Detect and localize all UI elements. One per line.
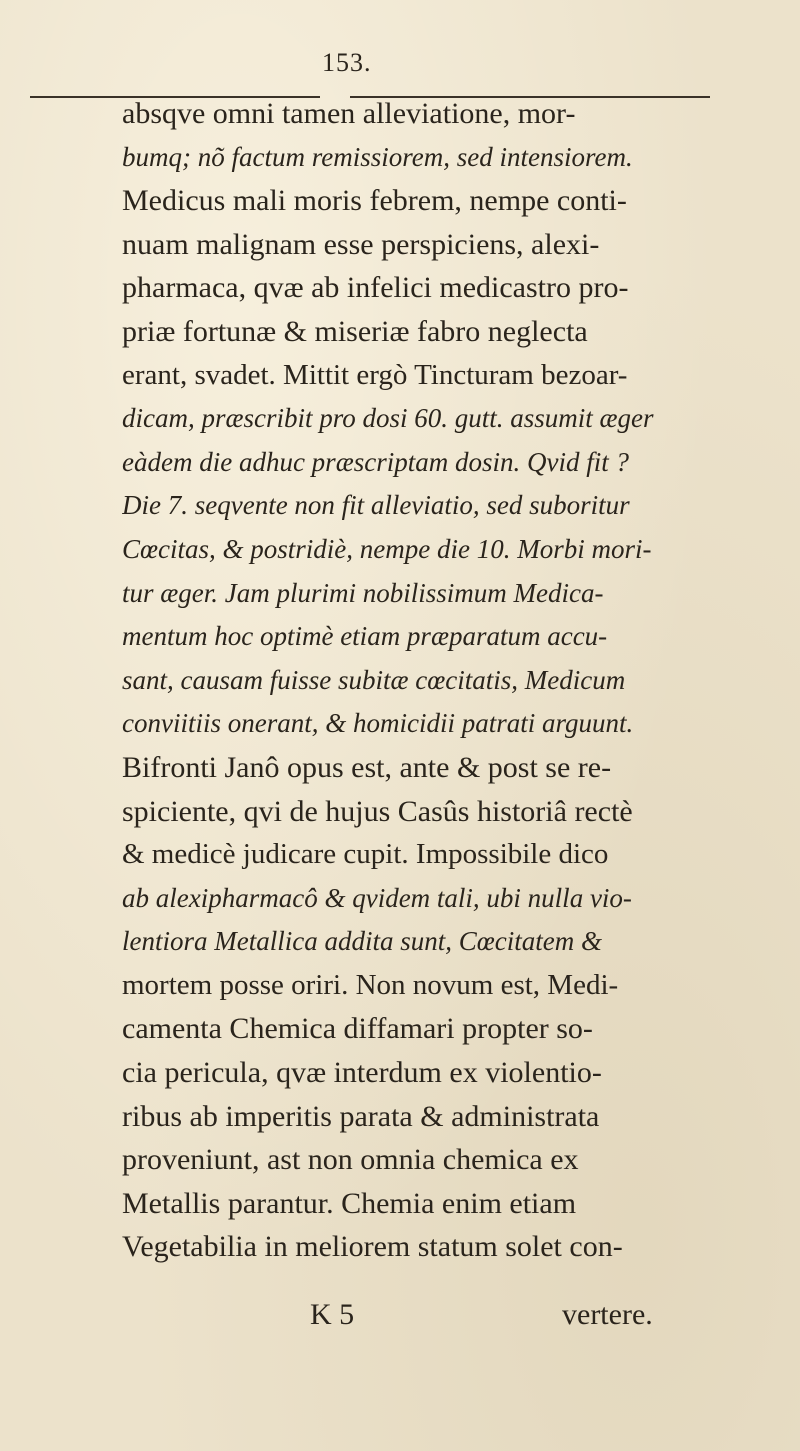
page-number: 153.	[322, 48, 372, 77]
page-footer	[122, 1293, 742, 1337]
text-line: camenta Chemica diffamari propter so-	[122, 1012, 593, 1046]
text-line: Metallis parantur. Chemia enim etiam	[122, 1186, 577, 1220]
text-line: Vegetabilia in meliorem statum solet con-	[122, 1230, 623, 1264]
text-line: cia pericula, qvæ interdum ex violentio-	[122, 1056, 602, 1090]
body-text	[122, 92, 742, 1269]
text-line: Cœcitas, & postridiè, nempe die 10. Morbi mori-	[122, 533, 652, 564]
catchword: vertere.	[562, 1298, 653, 1331]
text-line: ribus ab imperitis parata & administrata	[122, 1099, 600, 1133]
text-line: conviitiis onerant, & homicidii patrati arguunt.	[122, 708, 634, 739]
text-line: erant, svadet. Mittit ergò Tincturam bezoar-	[122, 358, 628, 391]
text-line: Die 7. seqvente non fit alleviatio, sed suboritur	[122, 490, 630, 521]
signature-mark: K 5	[310, 1298, 355, 1331]
text-line: priæ fortunæ & miseriæ fabro neglecta	[122, 314, 588, 348]
text-line: spiciente, qvi de hujus Casûs historiâ rectè	[122, 794, 633, 828]
text-line: Bifronti Janô opus est, ante & post se re-	[122, 750, 612, 784]
text-line: & medicè judicare cupit. Impossibile dico	[122, 838, 609, 871]
text-line: mentum hoc optimè etiam præparatum accu-	[122, 621, 608, 652]
text-line: mortem posse oriri. Non novum est, Medi-	[122, 968, 619, 1001]
text-line: nuam malignam esse perspiciens, alexi-	[122, 227, 600, 261]
text-line: dicam, præscribit pro dosi 60. gutt. assumit æger	[122, 403, 654, 434]
text-line: lentiora Metallica addita sunt, Cœcitatem &	[122, 926, 602, 957]
text-line: proveniunt, ast non omnia chemica ex	[122, 1143, 579, 1177]
text-line: eàdem die adhuc præscriptam dosin. Qvid fit ?	[122, 446, 629, 477]
text-line: tur æger. Jam plurimi nobilissimum Medica-	[122, 577, 604, 608]
text-line: absqve omni tamen alleviatione, mor-	[122, 97, 576, 130]
text-line: Medicus mali moris febrem, nempe conti-	[122, 184, 627, 218]
text-line: sant, causam fuisse subitæ cœcitatis, Medicum	[122, 664, 626, 695]
text-line: bumq; nõ factum remissiorem, sed intensiorem.	[122, 141, 633, 172]
text-line: ab alexipharmacô & qvidem tali, ubi nulla vio-	[122, 882, 632, 913]
text-line: pharmaca, qvæ ab infelici medicastro pro-	[122, 271, 629, 305]
